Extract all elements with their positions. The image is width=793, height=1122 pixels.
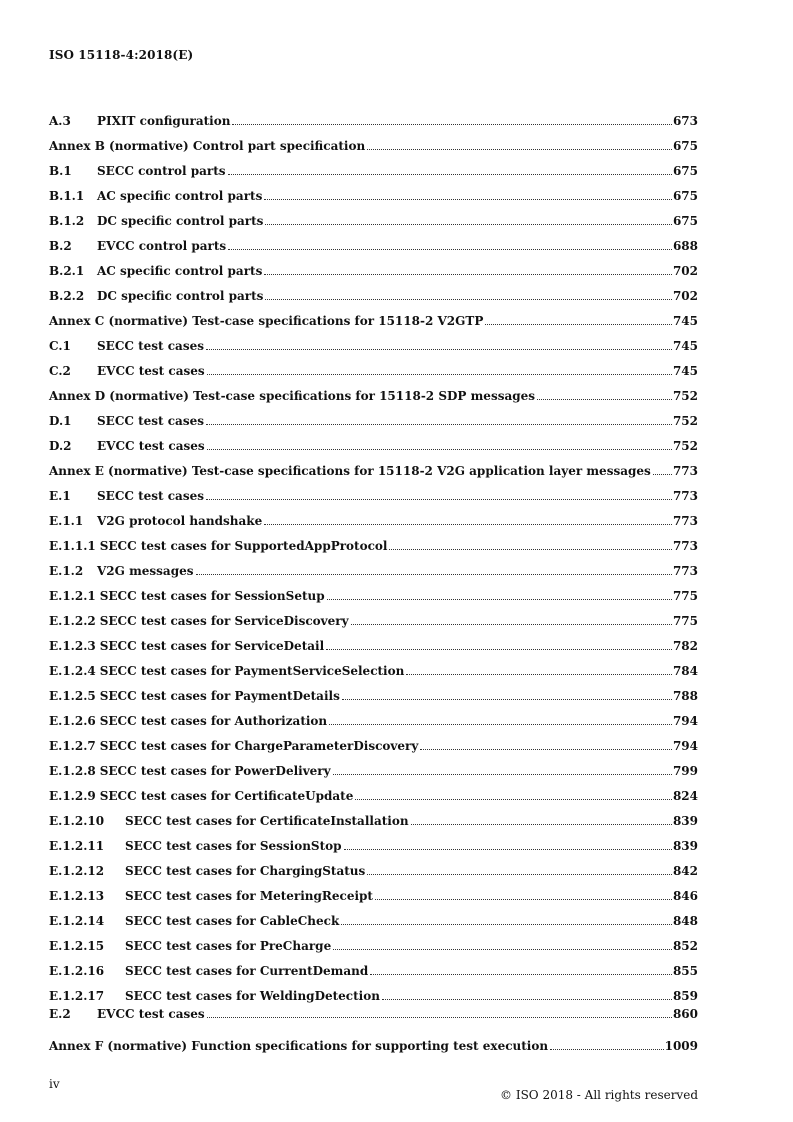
toc-entry-title: SECC test cases xyxy=(97,339,204,353)
toc-entry[interactable] xyxy=(49,486,698,504)
toc-entry[interactable] xyxy=(49,636,698,654)
toc-entry-title: SECC test cases for ChargeParameterDiscovery xyxy=(99,739,419,753)
toc-entry-number: E.1.2.13 xyxy=(49,889,105,903)
toc-entry-title: V2G messages xyxy=(97,564,194,578)
toc-entry-page: 675 xyxy=(672,189,698,203)
toc-entry-title: EVCC test cases xyxy=(97,1007,205,1021)
toc-entry-number: E.1.2.9 xyxy=(49,789,96,803)
dot-leader xyxy=(264,524,672,525)
toc-entry-number: B.1 xyxy=(49,164,72,178)
dot-leader xyxy=(485,324,672,325)
toc-entry[interactable] xyxy=(49,286,698,304)
dot-leader xyxy=(389,549,671,550)
toc-entry[interactable] xyxy=(49,811,698,829)
toc-entry-page: 745 xyxy=(672,364,698,378)
dot-leader xyxy=(228,174,672,175)
toc-entry[interactable] xyxy=(49,211,698,229)
toc-entry-number: A.3 xyxy=(49,114,71,128)
toc-entry-number: E.1.2.1 xyxy=(49,589,96,603)
toc-entry[interactable] xyxy=(49,736,698,754)
page-number: iv xyxy=(49,1077,60,1091)
toc-entry-title: SECC test cases for ServiceDetail xyxy=(99,639,325,653)
toc-entry-number: E.1.2.14 xyxy=(49,914,105,928)
dot-leader xyxy=(206,424,672,425)
toc-entry[interactable] xyxy=(49,186,698,204)
toc-entry-title: SECC test cases for CableCheck xyxy=(125,914,340,928)
copyright-notice: © ISO 2018 - All rights reserved xyxy=(500,1088,698,1102)
dot-leader xyxy=(329,724,672,725)
toc-entry-number: E.1.2.17 xyxy=(49,989,105,1003)
toc-entry-number: D.1 xyxy=(49,414,72,428)
toc-entry-number: B.1.2 xyxy=(49,214,85,228)
toc-entry-title: SECC test cases for ChargingStatus xyxy=(125,864,366,878)
dot-leader xyxy=(196,574,672,575)
toc-entry-number: E.1.2.12 xyxy=(49,864,105,878)
toc-entry-title: Annex C (normative) Test-case specifications for 15118-2 V2GTP xyxy=(49,314,484,328)
toc-entry[interactable] xyxy=(49,661,698,679)
toc-entry[interactable] xyxy=(49,836,698,854)
toc-entry-title: Annex B (normative) Control part specification xyxy=(49,139,366,153)
toc-entry-page: 842 xyxy=(672,864,698,878)
toc-entry-title: PIXIT configuration xyxy=(97,114,231,128)
toc-entry[interactable] xyxy=(49,611,698,629)
dot-leader xyxy=(206,499,672,500)
dot-leader xyxy=(537,399,672,400)
dot-leader xyxy=(342,699,672,700)
toc-entry-title: SECC test cases for Authorization xyxy=(99,714,328,728)
toc-entry-number: E.1.2.3 xyxy=(49,639,96,653)
toc-entry-number: B.2.1 xyxy=(49,264,85,278)
toc-entry-title: DC specific control parts xyxy=(97,289,264,303)
toc-entry-page: 745 xyxy=(672,314,698,328)
toc-entry-number: E.1.2 xyxy=(49,564,84,578)
toc-entry-page: 773 xyxy=(672,464,698,478)
toc-entry-title: SECC test cases for PowerDelivery xyxy=(99,764,331,778)
toc-entry-page: 839 xyxy=(672,839,698,853)
dot-leader xyxy=(333,949,672,950)
toc-entry[interactable] xyxy=(49,911,698,929)
dot-leader xyxy=(420,749,672,750)
document-header: ISO 15118-4:2018(E) xyxy=(49,48,194,62)
toc-entry-number: B.2 xyxy=(49,239,72,253)
toc-entry-page: 773 xyxy=(672,564,698,578)
toc-entry[interactable] xyxy=(49,336,698,354)
dot-leader xyxy=(367,149,672,150)
toc-entry[interactable] xyxy=(49,861,698,879)
toc-entry-title: SECC test cases for WeldingDetection xyxy=(125,989,380,1003)
dot-leader xyxy=(375,899,672,900)
dot-leader xyxy=(326,649,672,650)
toc-entry-title: SECC test cases for PaymentDetails xyxy=(99,689,340,703)
toc-entry-number: E.1.1 xyxy=(49,514,84,528)
toc-entry-page: 745 xyxy=(672,339,698,353)
dot-leader xyxy=(327,599,672,600)
dot-leader xyxy=(232,124,671,125)
toc-entry-number: E.1.2.11 xyxy=(49,839,105,853)
toc-entry-page: 675 xyxy=(672,214,698,228)
toc-entry-title: Annex D (normative) Test-case specifications for 15118-2 SDP messages xyxy=(49,389,536,403)
toc-entry-number: E.2 xyxy=(49,1007,71,1021)
toc-entry-page: 799 xyxy=(672,764,698,778)
toc-entry-title: SECC test cases xyxy=(97,414,204,428)
dot-leader xyxy=(264,274,672,275)
toc-entry[interactable] xyxy=(49,411,698,429)
toc-entry-title: EVCC control parts xyxy=(97,239,227,253)
dot-leader xyxy=(341,924,672,925)
toc-entry-page: 852 xyxy=(672,939,698,953)
toc-entry-number: E.1.1.1 xyxy=(49,539,96,553)
toc-entry-title: SECC test cases for MeteringReceipt xyxy=(125,889,373,903)
toc-entry[interactable] xyxy=(49,236,698,254)
toc-entry[interactable] xyxy=(49,536,698,554)
toc-entry-number: E.1.2.10 xyxy=(49,814,105,828)
toc-entry-number: E.1.2.7 xyxy=(49,739,96,753)
toc-entry-number: E.1.2.15 xyxy=(49,939,105,953)
dot-leader xyxy=(382,999,672,1000)
toc-entry[interactable] xyxy=(49,886,698,904)
toc-entry[interactable] xyxy=(49,436,698,454)
toc-entry-title: SECC test cases for ServiceDiscovery xyxy=(99,614,349,628)
toc-entry[interactable] xyxy=(49,986,698,1004)
toc-entry-number: E.1.2.6 xyxy=(49,714,96,728)
dot-leader xyxy=(206,349,672,350)
toc-entry-title: SECC test cases for PreCharge xyxy=(125,939,332,953)
toc-entry-page: 788 xyxy=(672,689,698,703)
dot-leader xyxy=(207,1017,672,1018)
toc-entry-page: 773 xyxy=(672,514,698,528)
toc-entry[interactable] xyxy=(49,586,698,604)
toc-entry-title: DC specific control parts xyxy=(97,214,264,228)
toc-entry-page: 675 xyxy=(672,164,698,178)
toc-entry[interactable] xyxy=(49,961,698,979)
toc-entry-number: E.1.2.5 xyxy=(49,689,96,703)
toc-entry-page: 839 xyxy=(672,814,698,828)
toc-entry-page: 673 xyxy=(672,114,698,128)
toc-entry[interactable] xyxy=(49,511,698,529)
toc-entry-title: SECC test cases for SupportedAppProtocol xyxy=(99,539,388,553)
dot-leader xyxy=(265,299,672,300)
toc-entry-page: 855 xyxy=(672,964,698,978)
toc-entry[interactable] xyxy=(49,136,698,154)
toc-entry-page: 784 xyxy=(672,664,698,678)
toc-entry-page: 846 xyxy=(672,889,698,903)
toc-entry-title: Annex F (normative) Function specifications for supporting test execution xyxy=(49,1039,549,1053)
toc-entry[interactable] xyxy=(49,761,698,779)
toc-entry-title: AC specific control parts xyxy=(97,189,263,203)
toc-entry[interactable] xyxy=(49,1004,698,1022)
toc-entry-title: V2G protocol handshake xyxy=(97,514,263,528)
toc-entry-number: E.1.2.2 xyxy=(49,614,96,628)
toc-entry-page: 1009 xyxy=(664,1039,698,1053)
dot-leader xyxy=(265,224,672,225)
dot-leader xyxy=(333,774,672,775)
toc-entry-number: E.1.2.16 xyxy=(49,964,105,978)
dot-leader xyxy=(367,874,672,875)
toc-entry-title: SECC test cases xyxy=(97,489,204,503)
toc-entry-page: 702 xyxy=(672,289,698,303)
toc-entry-number: E.1.2.8 xyxy=(49,764,96,778)
toc-entry-number: C.1 xyxy=(49,339,71,353)
dot-leader xyxy=(207,374,672,375)
toc-entry-title: AC specific control parts xyxy=(97,264,263,278)
toc-entry[interactable] xyxy=(49,361,698,379)
dot-leader xyxy=(207,449,672,450)
toc-entry-page: 702 xyxy=(672,264,698,278)
toc-entry[interactable] xyxy=(49,936,698,954)
toc-entry-title: EVCC test cases xyxy=(97,439,205,453)
toc-entry-page: 752 xyxy=(672,439,698,453)
toc-entry-number: D.2 xyxy=(49,439,72,453)
toc-entry-number: B.2.2 xyxy=(49,289,85,303)
dot-leader xyxy=(355,799,672,800)
toc-entry[interactable] xyxy=(49,461,698,479)
toc-entry-page: 773 xyxy=(672,489,698,503)
toc-entry-page: 794 xyxy=(672,739,698,753)
toc-entry[interactable] xyxy=(49,711,698,729)
toc-entry[interactable] xyxy=(49,111,698,129)
toc-entry-page: 860 xyxy=(672,1007,698,1021)
toc-entry-number: E.1 xyxy=(49,489,71,503)
toc-entry-page: 675 xyxy=(672,139,698,153)
toc-entry[interactable] xyxy=(49,561,698,579)
toc-entry-title: SECC test cases for CertificateInstallation xyxy=(125,814,409,828)
toc-entry-page: 859 xyxy=(672,989,698,1003)
toc-entry-page: 794 xyxy=(672,714,698,728)
toc-entry-title: SECC test cases for SessionSetup xyxy=(99,589,325,603)
dot-leader xyxy=(653,474,672,475)
toc-entry-page: 848 xyxy=(672,914,698,928)
toc-entry-page: 775 xyxy=(672,589,698,603)
dot-leader xyxy=(411,824,672,825)
dot-leader xyxy=(264,199,672,200)
dot-leader xyxy=(550,1049,664,1050)
dot-leader xyxy=(228,249,672,250)
toc-entry-number: E.1.2.4 xyxy=(49,664,96,678)
toc-entry-page: 782 xyxy=(672,639,698,653)
toc-entry-page: 824 xyxy=(672,789,698,803)
toc-entry-title: SECC test cases for CurrentDemand xyxy=(125,964,369,978)
dot-leader xyxy=(370,974,672,975)
dot-leader xyxy=(344,849,672,850)
toc-entry-page: 775 xyxy=(672,614,698,628)
toc-entry-number: B.1.1 xyxy=(49,189,85,203)
toc-entry-page: 688 xyxy=(672,239,698,253)
toc-entry-page: 773 xyxy=(672,539,698,553)
dot-leader xyxy=(406,674,672,675)
dot-leader xyxy=(351,624,672,625)
toc-entry[interactable] xyxy=(49,161,698,179)
toc-entry[interactable] xyxy=(49,1036,698,1054)
toc-entry[interactable] xyxy=(49,261,698,279)
toc-entry-page: 752 xyxy=(672,414,698,428)
toc-entry-title: SECC control parts xyxy=(97,164,226,178)
toc-entry-title: SECC test cases for CertificateUpdate xyxy=(99,789,354,803)
toc-entry-title: SECC test cases for SessionStop xyxy=(125,839,342,853)
toc-entry-title: Annex E (normative) Test-case specifications for 15118-2 V2G application layer messages xyxy=(49,464,651,478)
toc-entry[interactable] xyxy=(49,786,698,804)
toc-entry-title: EVCC test cases xyxy=(97,364,205,378)
toc-entry-page: 752 xyxy=(672,389,698,403)
toc-entry-title: SECC test cases for PaymentServiceSelection xyxy=(99,664,405,678)
toc-entry[interactable] xyxy=(49,311,698,329)
toc-entry[interactable] xyxy=(49,686,698,704)
toc-entry[interactable] xyxy=(49,386,698,404)
toc-entry-number: C.2 xyxy=(49,364,71,378)
